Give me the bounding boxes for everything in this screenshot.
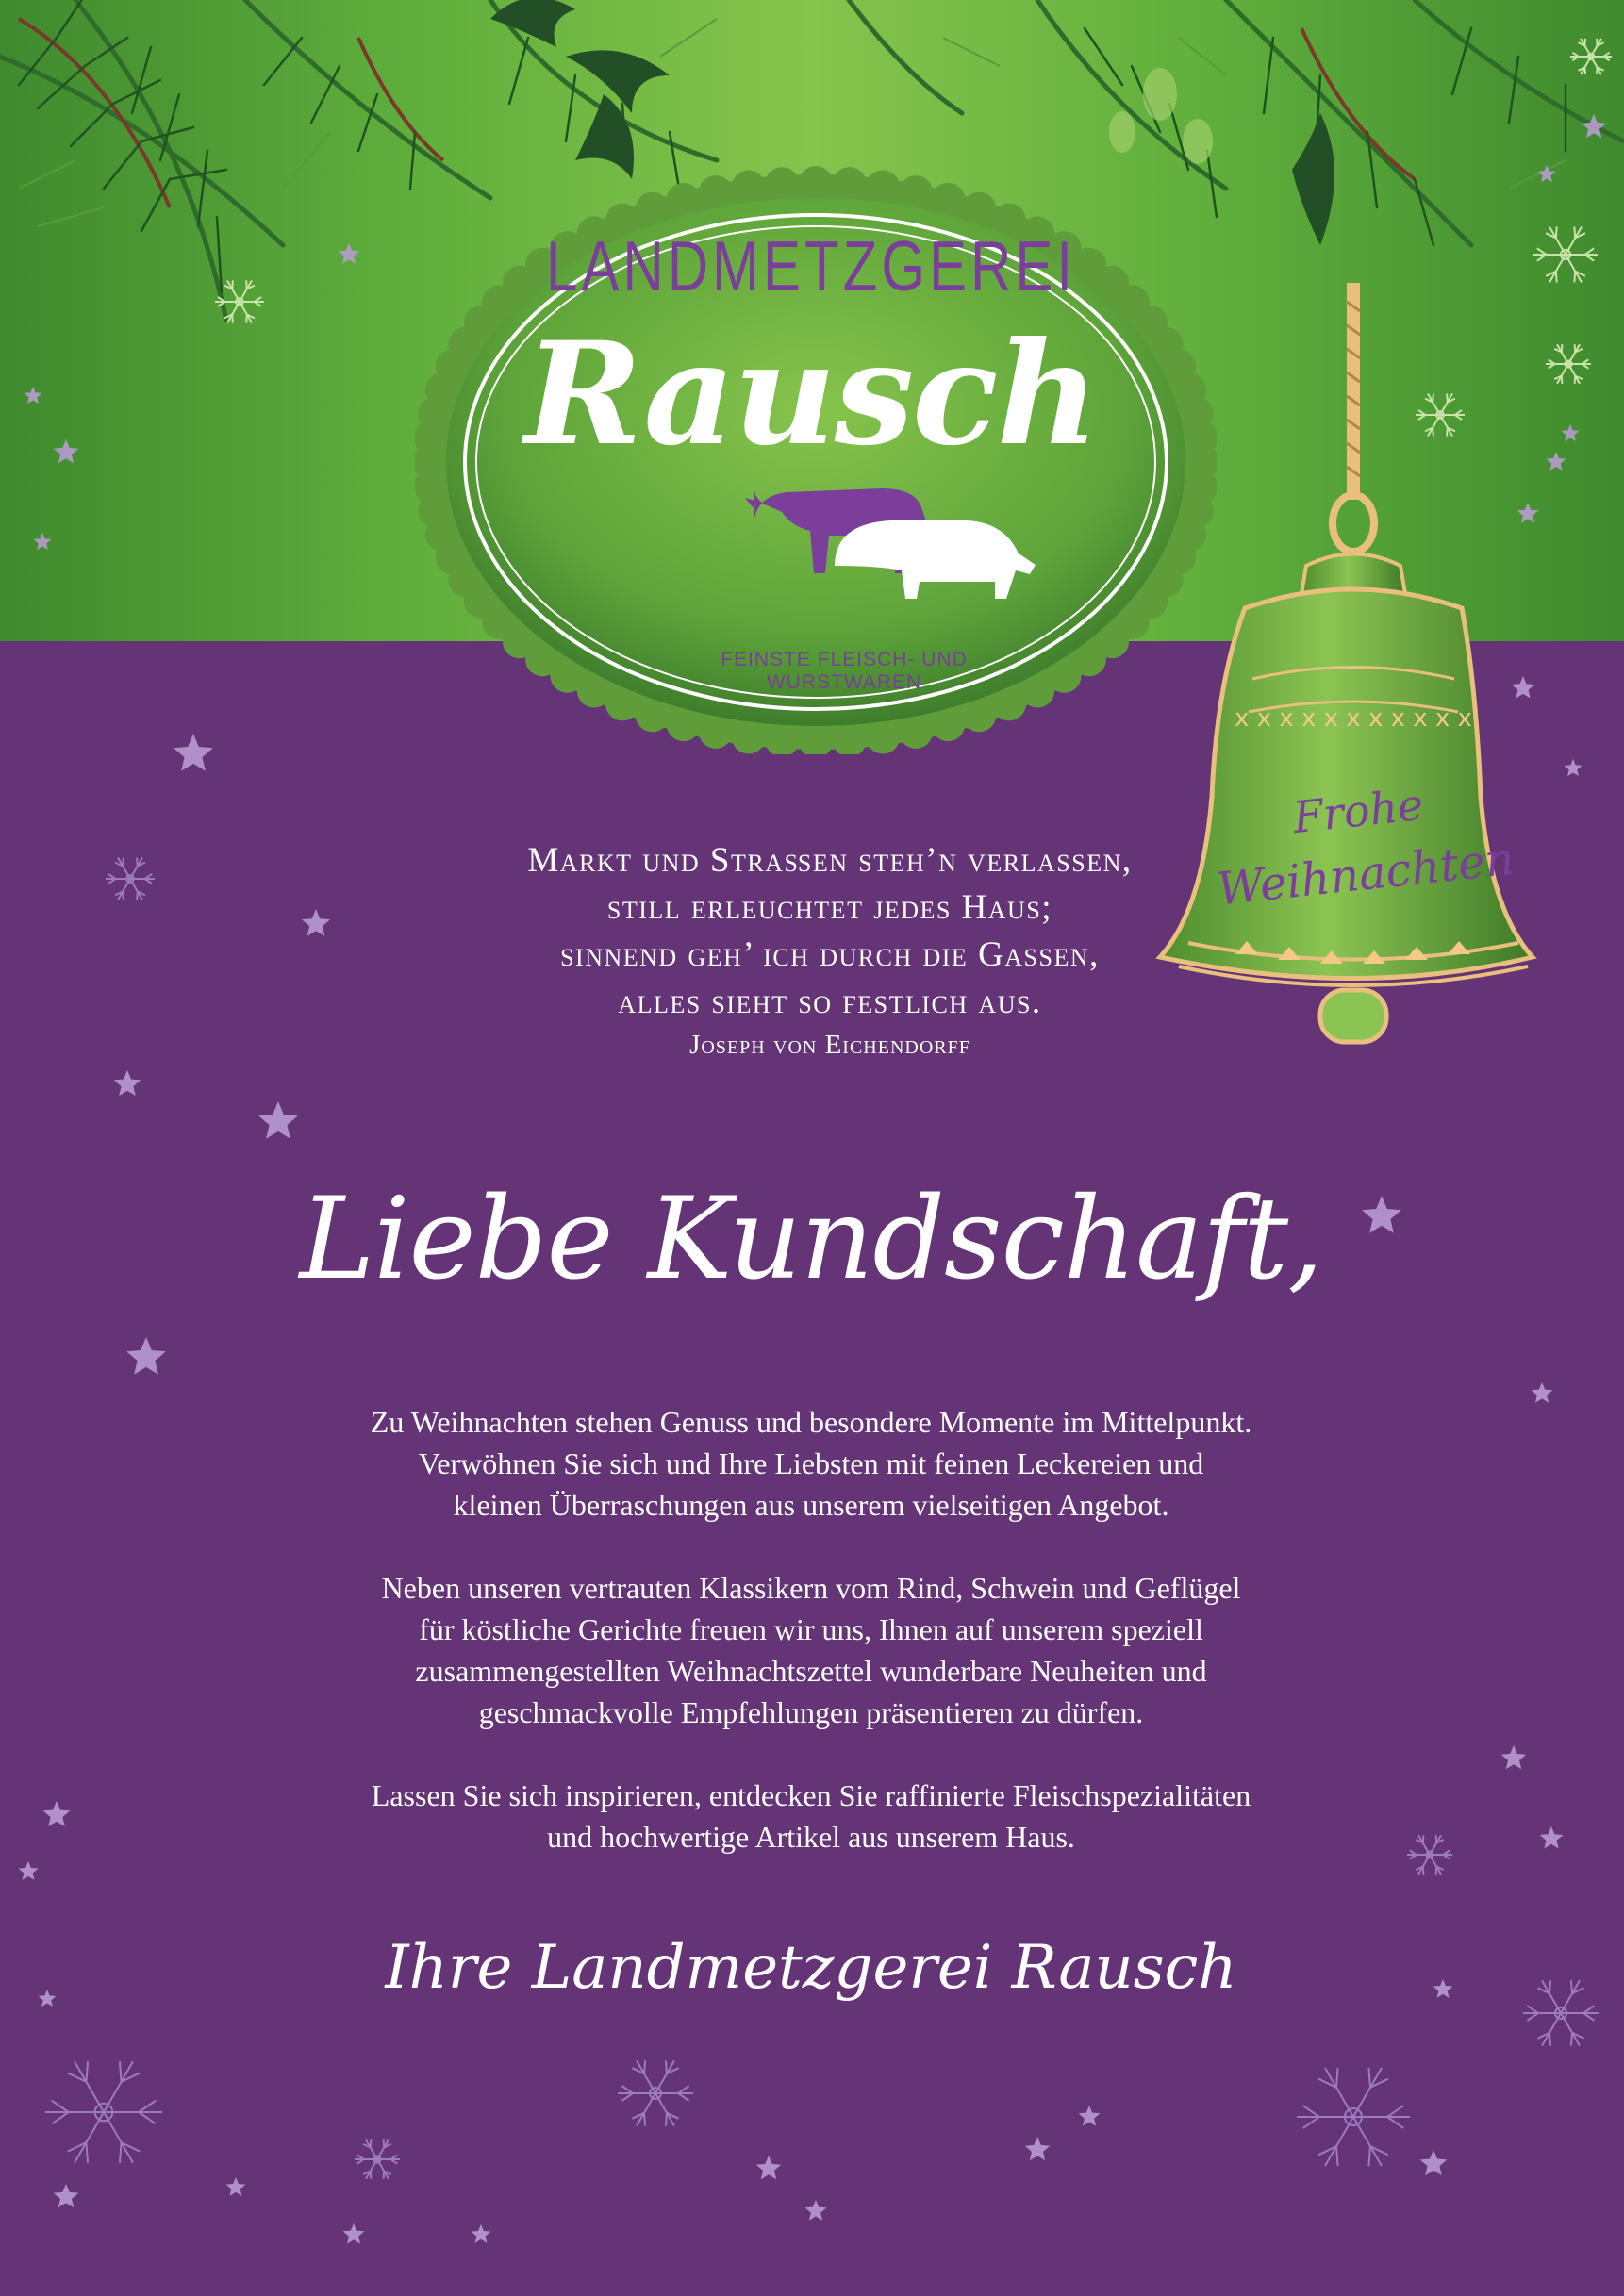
star-icon bbox=[1540, 1826, 1564, 1849]
snowflake-icon bbox=[106, 857, 155, 900]
snowflake-icon bbox=[1407, 1835, 1452, 1875]
body-text bbox=[236, 1401, 1386, 1899]
snowflake-icon bbox=[45, 2061, 162, 2163]
body-line: Zu Weihnachten stehen Genuss und besondere Momente im Mittelpunkt. bbox=[370, 1405, 1252, 1439]
star-icon bbox=[54, 2184, 79, 2207]
body-paragraph bbox=[236, 1775, 1386, 1858]
body-line: und hochwertige Artikel aus unserem Haus. bbox=[547, 1820, 1075, 1854]
star-icon bbox=[472, 2224, 491, 2243]
star-icon bbox=[1501, 1745, 1527, 1769]
star-icon bbox=[805, 2200, 827, 2221]
poem-line: still erleuchtet jedes Haus; bbox=[606, 888, 1053, 927]
star-icon bbox=[1532, 1382, 1553, 1403]
snowflake-icon bbox=[355, 2139, 400, 2179]
body-line: Lassen Sie sich inspirieren, entdecken Sie raffinierte Fleischspezialitäten bbox=[371, 1778, 1251, 1812]
body-line: Verwöhnen Sie sich und Ihre Liebsten mit feinen Leckereien und bbox=[418, 1446, 1204, 1480]
poem-line: alles sieht so festlich aus. bbox=[618, 983, 1042, 1021]
star-icon bbox=[258, 1101, 298, 1139]
signature: Ihre Landmetzgerei Rausch bbox=[385, 1933, 1237, 2003]
star-icon bbox=[302, 909, 330, 936]
star-icon bbox=[226, 2177, 246, 2196]
snowflake-icon bbox=[1523, 1980, 1599, 2045]
poem-line: Markt und Straßen steh’n verlassen, bbox=[527, 841, 1133, 880]
poem bbox=[377, 837, 1283, 1061]
body-line: kleinen Überraschungen aus unserem vielseitigen Angebot. bbox=[453, 1488, 1169, 1522]
greeting-heading: Liebe Kundschaft, bbox=[299, 1174, 1323, 1305]
star-icon bbox=[1565, 759, 1583, 776]
bell-text-weihnachten: Weihnachten bbox=[1214, 832, 1517, 917]
poem-line: sinnend geh’ ich durch die Gassen, bbox=[560, 935, 1100, 974]
star-icon bbox=[39, 1990, 57, 2007]
bell-text-frohe: Frohe bbox=[1290, 778, 1426, 844]
star-icon bbox=[343, 2223, 365, 2244]
svg-text:x x x x x x x x x x x: x x x x x x x x x x x bbox=[1235, 704, 1472, 733]
body-paragraph bbox=[236, 1567, 1386, 1733]
body-line: Neben unseren vertrauten Klassikern vom Rind, Schwein und Geflügel bbox=[381, 1571, 1241, 1605]
star-icon bbox=[43, 1801, 71, 1826]
logo-tagline: FEINSTE FLEISCH- UND WURSTWAREN bbox=[721, 649, 968, 693]
snowflake-icon bbox=[618, 2060, 693, 2125]
poem-author: Joseph von Eichendorff bbox=[689, 1030, 970, 1060]
body-line: geschmackvolle Empfehlungen präsentieren zu dürfen. bbox=[478, 1695, 1144, 1729]
star-icon bbox=[1420, 2150, 1448, 2175]
snowflake-icon bbox=[1297, 2068, 1410, 2166]
star-icon bbox=[756, 2156, 782, 2179]
star-icon bbox=[1079, 2106, 1101, 2126]
logo-script-text: Rausch bbox=[524, 311, 1098, 477]
star-icon bbox=[1025, 2137, 1051, 2160]
star-icon bbox=[19, 1861, 39, 1880]
logo bbox=[415, 151, 1217, 754]
star-icon bbox=[1433, 1979, 1453, 1998]
star-icon bbox=[126, 1337, 166, 1375]
star-icon bbox=[114, 1070, 141, 1096]
body-paragraph bbox=[236, 1401, 1386, 1526]
logo-top-text: LANDMETZGEREI bbox=[545, 226, 1077, 306]
body-line: für köstliche Gerichte freuen wir uns, Ihnen auf unserem speziell bbox=[419, 1612, 1203, 1646]
body-line: zusammengestellten Weihnachtszettel wunderbare Neuheiten und bbox=[415, 1654, 1207, 1688]
star-icon bbox=[174, 734, 213, 771]
